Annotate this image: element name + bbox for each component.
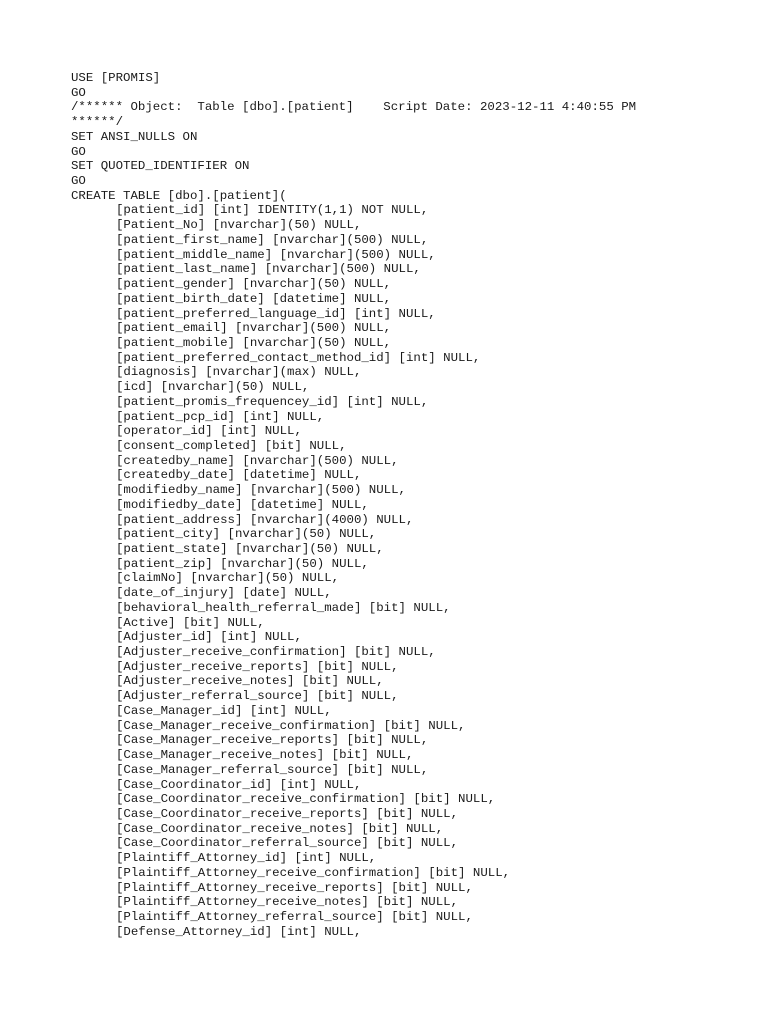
column-definition-line: [Active] [bit] NULL, xyxy=(116,615,265,630)
column-definition-line: [Plaintiff_Attorney_referral_source] [bit] NULL, xyxy=(116,909,473,924)
column-definition-line: [Case_Coordinator_receive_reports] [bit] NULL, xyxy=(116,806,459,821)
sql-script xyxy=(71,71,636,939)
statement-line: SET QUOTED_IDENTIFIER ON xyxy=(71,159,250,174)
column-definition-line: [Case_Coordinator_referral_source] [bit] NULL, xyxy=(116,836,459,851)
column-definition-line: [Plaintiff_Attorney_id] [int] NULL, xyxy=(116,851,377,866)
column-definition-line: [modifiedby_name] [nvarchar](500) NULL, xyxy=(116,483,406,498)
column-definition-line: [patient_id] [int] IDENTITY(1,1) NOT NULL, xyxy=(116,203,429,218)
column-definition-line: [patient_last_name] [nvarchar](500) NULL, xyxy=(116,262,421,277)
column-definition-line: [consent_completed] [bit] NULL, xyxy=(116,438,347,453)
column-definition-line: [Adjuster_receive_confirmation] [bit] NULL, xyxy=(116,645,436,660)
column-definition-line: [Plaintiff_Attorney_receive_notes] [bit] NULL, xyxy=(116,895,459,910)
column-definition-line: [Case_Manager_receive_reports] [bit] NULL, xyxy=(116,733,429,748)
column-definition-line: [patient_promis_frequencey_id] [int] NULL, xyxy=(116,394,429,409)
column-definition-line: [createdby_name] [nvarchar](500) NULL, xyxy=(116,453,399,468)
column-definition-line: [Plaintiff_Attorney_receive_reports] [bit] NULL, xyxy=(116,880,473,895)
statement-line: GO xyxy=(71,174,86,189)
column-definition-line: [Adjuster_referral_source] [bit] NULL, xyxy=(116,689,399,704)
column-definition-line: [patient_first_name] [nvarchar](500) NULL, xyxy=(116,232,429,247)
column-definition-line: [patient_zip] [nvarchar](50) NULL, xyxy=(116,556,369,571)
column-definition-line: [Case_Coordinator_receive_notes] [bit] NULL, xyxy=(116,821,444,836)
column-definition-line: [Adjuster_receive_notes] [bit] NULL, xyxy=(116,674,384,689)
column-definition-line: [patient_preferred_contact_method_id] [int] NULL, xyxy=(116,350,481,365)
statement-line: USE [PROMIS] xyxy=(71,71,161,85)
column-definition-line: [behavioral_health_referral_made] [bit] NULL, xyxy=(116,600,451,615)
statement-line: SET ANSI_NULLS ON xyxy=(71,129,198,144)
column-definition-line: [patient_state] [nvarchar](50) NULL, xyxy=(116,542,384,556)
column-definition-line: [date_of_injury] [date] NULL, xyxy=(116,586,332,601)
column-definition-line: [patient_birth_date] [datetime] NULL, xyxy=(116,291,392,306)
column-definition-line: [patient_address] [nvarchar](4000) NULL, xyxy=(116,512,414,527)
column-definition-line: [Plaintiff_Attorney_receive_confirmation] [bit] NULL, xyxy=(116,865,511,880)
column-definition-line: [Case_Coordinator_receive_confirmation] [bit] NULL, xyxy=(116,792,496,807)
statement-line: CREATE TABLE [dbo].[patient]( xyxy=(71,188,287,203)
column-definition-line: [operator_id] [int] NULL, xyxy=(116,424,302,439)
column-definition-line: [patient_pcp_id] [int] NULL, xyxy=(116,409,325,424)
column-definition-line: [Case_Manager_receive_confirmation] [bit] NULL, xyxy=(116,718,466,733)
statement-line: ******/ xyxy=(71,115,124,130)
column-definition-line: [patient_mobile] [nvarchar](50) NULL, xyxy=(116,335,392,350)
statement-line: GO xyxy=(71,144,86,159)
column-definition-line: [patient_city] [nvarchar](50) NULL, xyxy=(116,527,377,542)
column-definition-line: [patient_email] [nvarchar](500) NULL, xyxy=(116,321,392,336)
column-definition-line: [patient_gender] [nvarchar](50) NULL, xyxy=(116,277,392,292)
column-definition-line: [claimNo] [nvarchar](50) NULL, xyxy=(116,571,340,586)
column-definition-line: [diagnosis] [nvarchar](max) NULL, xyxy=(116,365,362,380)
column-definition-line: [Case_Manager_referral_source] [bit] NULL, xyxy=(116,762,429,777)
column-definition-line: [Patient_No] [nvarchar](50) NULL, xyxy=(116,218,362,233)
statement-line: /****** Object: Table [dbo].[patient] Script Date: 2023-12-11 4:40:55 PM xyxy=(71,100,637,115)
column-definition-line: [createdby_date] [datetime] NULL, xyxy=(116,468,362,483)
column-definition-line: [Case_Coordinator_id] [int] NULL, xyxy=(116,777,362,792)
column-definition-line: [Case_Manager_id] [int] NULL, xyxy=(116,703,332,718)
statement-line: GO xyxy=(71,85,86,100)
column-definition-line: [Defense_Attorney_id] [int] NULL, xyxy=(116,924,362,939)
column-definition-line: [Adjuster_id] [int] NULL, xyxy=(116,630,302,645)
column-definition-line: [Case_Manager_receive_notes] [bit] NULL, xyxy=(116,748,414,763)
column-definition-line: [Adjuster_receive_reports] [bit] NULL, xyxy=(116,659,399,674)
column-definition-line: [patient_middle_name] [nvarchar](500) NULL, xyxy=(116,247,436,262)
column-definition-line: [patient_preferred_language_id] [int] NULL, xyxy=(116,306,436,321)
column-definition-line: [modifiedby_date] [datetime] NULL, xyxy=(116,497,369,512)
column-definition-line: [icd] [nvarchar](50) NULL, xyxy=(116,380,310,395)
